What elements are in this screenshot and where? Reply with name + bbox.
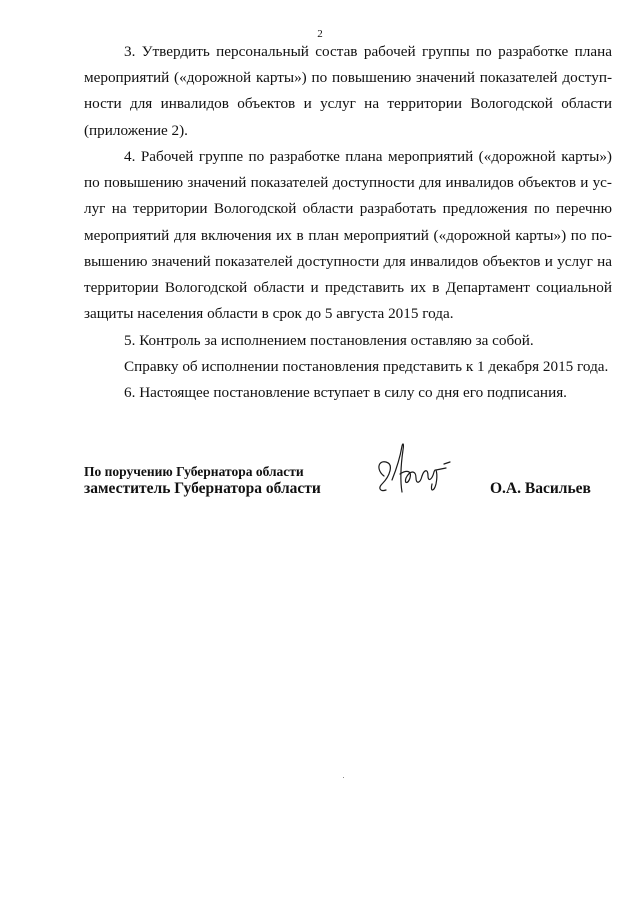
paragraph-3-line-3: ности для инвалидов объектов и услуг на территории Вологодской области — [84, 95, 612, 112]
paragraph-6: 6. Настоящее постановление вступает в силу со дня его подписания. — [124, 384, 567, 401]
paragraph-4-line-6: территории Вологодской области и представить их в Департамент социальной — [84, 279, 612, 296]
signatory-name: О.А. Васильев — [490, 480, 591, 497]
paragraph-4-line-7: защиты населения области в срок до 5 августа 2015 года. — [84, 305, 454, 322]
handwritten-signature — [370, 440, 460, 500]
speck — [343, 777, 344, 778]
paragraph-4-line-3: луг на территории Вологодской области разработать предложения по перечню — [84, 200, 612, 217]
signature-authority-line-2: заместитель Губернатора области — [84, 480, 321, 497]
paragraph-4-line-1: 4. Рабочей группе по разработке плана мероприятий («дорожной карты») — [124, 148, 612, 165]
paragraph-3-line-4: (приложение 2). — [84, 122, 188, 139]
paragraph-5-note: Справку об исполнении постановления представить к 1 декабря 2015 года. — [124, 358, 609, 375]
paragraph-3-line-1: 3. Утвердить персональный состав рабочей группы по разработке плана — [124, 43, 612, 60]
paragraph-4-line-2: по повышению значений показателей доступности для инвалидов объектов и ус- — [84, 174, 612, 191]
paragraph-3-line-2: мероприятий («дорожной карты») по повышению значений показателей доступ- — [84, 69, 612, 86]
page-number: 2 — [317, 28, 323, 40]
signature-authority-line-1: По поручению Губернатора области — [84, 464, 304, 479]
paragraph-5: 5. Контроль за исполнением постановления оставляю за собой. — [124, 332, 534, 349]
paragraph-4-line-4: мероприятий для включения их в план мероприятий («дорожной карты») по по- — [84, 227, 612, 244]
paragraph-4-line-5: вышению значений показателей доступности для инвалидов объектов и услуг на — [84, 253, 612, 270]
